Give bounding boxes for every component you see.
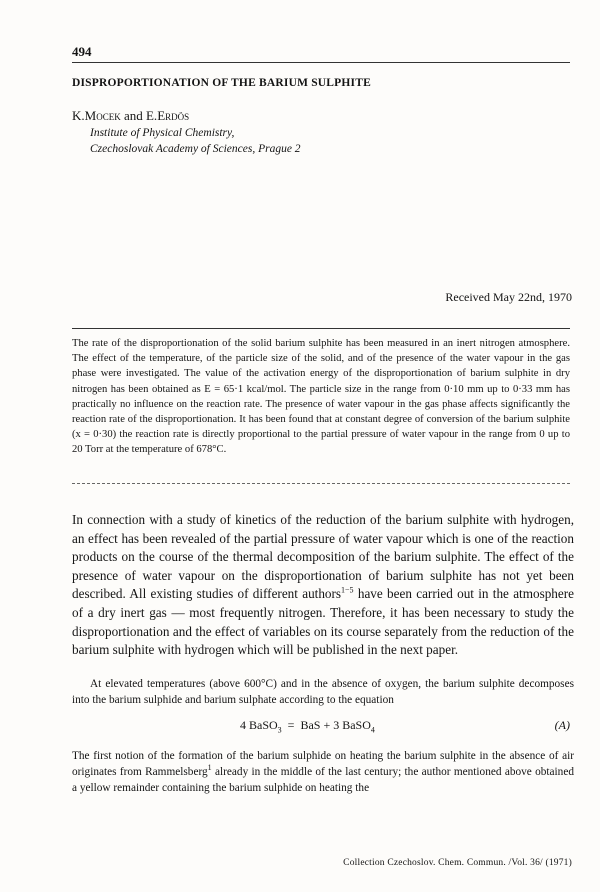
- body-p1-text-b: have been carried out in the atmosphere of a dry inert gas — most frequently nitrogen. Therefore, it has been necessary to study the disproportionation and the effect of variables on its course separately from the reduction of the barium sulphite with hydrogen which will be published in the next paper.: [72, 586, 574, 658]
- abstract-text: The rate of the disproportionation of the solid barium sulphite has been measured in an inert nitrogen atmosphere. The effect of the temperature, of the particle size of the solid, and of the presence of the water vapour in the gas phase were investigated. The value of the activation energy of the disproportionation of barium sulphite in dry nitrogen has been obtained as E = 65·1 kcal/mol. The particle size in the range from 0·10 mm up to 0·33 mm has practically no influence on the reaction rate. The presence of water vapour in the gas phase affects significantly the reaction rate of the disproportionation. It has been found that at constant degree of conversion of the barium sulphite (x = 0·30) the reaction rate is directly proportional to the partial pressure of water vapour in the range from 0 up to 20 Torr at the temperature of 678°C.: [72, 338, 570, 456]
- author-line: [72, 108, 189, 124]
- header-rule: [72, 62, 570, 63]
- page-number: 494: [72, 44, 92, 59]
- journal-footer: Collection Czechoslov. Chem. Commun. /Vol. 36/ (1971): [343, 858, 572, 868]
- author-2-initial: E.: [145, 108, 158, 123]
- abstract-bottom-rule: [72, 483, 570, 484]
- citation-ref: 1: [207, 763, 212, 773]
- equation-label: (A): [554, 718, 570, 732]
- body-paragraph-1: [72, 511, 574, 660]
- body-p3-text-b: already in the middle of the last century; the author mentioned above obtained a yellow remainder containing the barium sulphide on heating the: [72, 766, 574, 794]
- affiliation-line-2: Czechoslovak Academy of Sciences, Prague 2: [90, 143, 301, 155]
- equation-formula: 4 BaSO$_3$ = BaS + 3 BaSO$_4$: [240, 718, 375, 735]
- affiliation-line-1: Institute of Physical Chemistry,: [90, 127, 235, 139]
- author-2-name: Erdös: [157, 108, 190, 123]
- received-date: Received May 22nd, 1970: [445, 290, 572, 304]
- article-title: DISPROPORTIONATION OF THE BARIUM SULPHITE: [72, 77, 371, 89]
- abstract-top-rule: [72, 328, 570, 329]
- body-p1-text-a: In connection with a study of kinetics of the reduction of the barium sulphite with hydrogen, an effect has been revealed of the partial pressure of water vapour which is one of the reaction products on the course of the thermal decomposition of the barium sulphite. The effect of the presence of water vapour on the disproportionation of barium sulphite has not yet been described. All existing studies of different authors: [72, 512, 574, 602]
- body-p2-text: At elevated temperatures (above 600°C) and in the absence of oxygen, the barium sulphite decomposes into the barium sulphide and barium sulphate according to the equation: [72, 678, 574, 706]
- body-paragraph-2: [72, 676, 574, 708]
- author-connector: and: [120, 108, 146, 123]
- equation-a: [72, 718, 570, 738]
- body-p3-text-a: The first notion of the formation of the barium sulphide on heating the barium sulphite in the absence of air originates from Rammelsberg: [72, 750, 574, 778]
- author-1-name: Mocek: [84, 108, 121, 123]
- body-paragraph-3: [72, 748, 574, 796]
- abstract: [72, 336, 570, 458]
- citation-ref: 1−5: [341, 585, 354, 595]
- author-1-initial: K.: [72, 108, 85, 123]
